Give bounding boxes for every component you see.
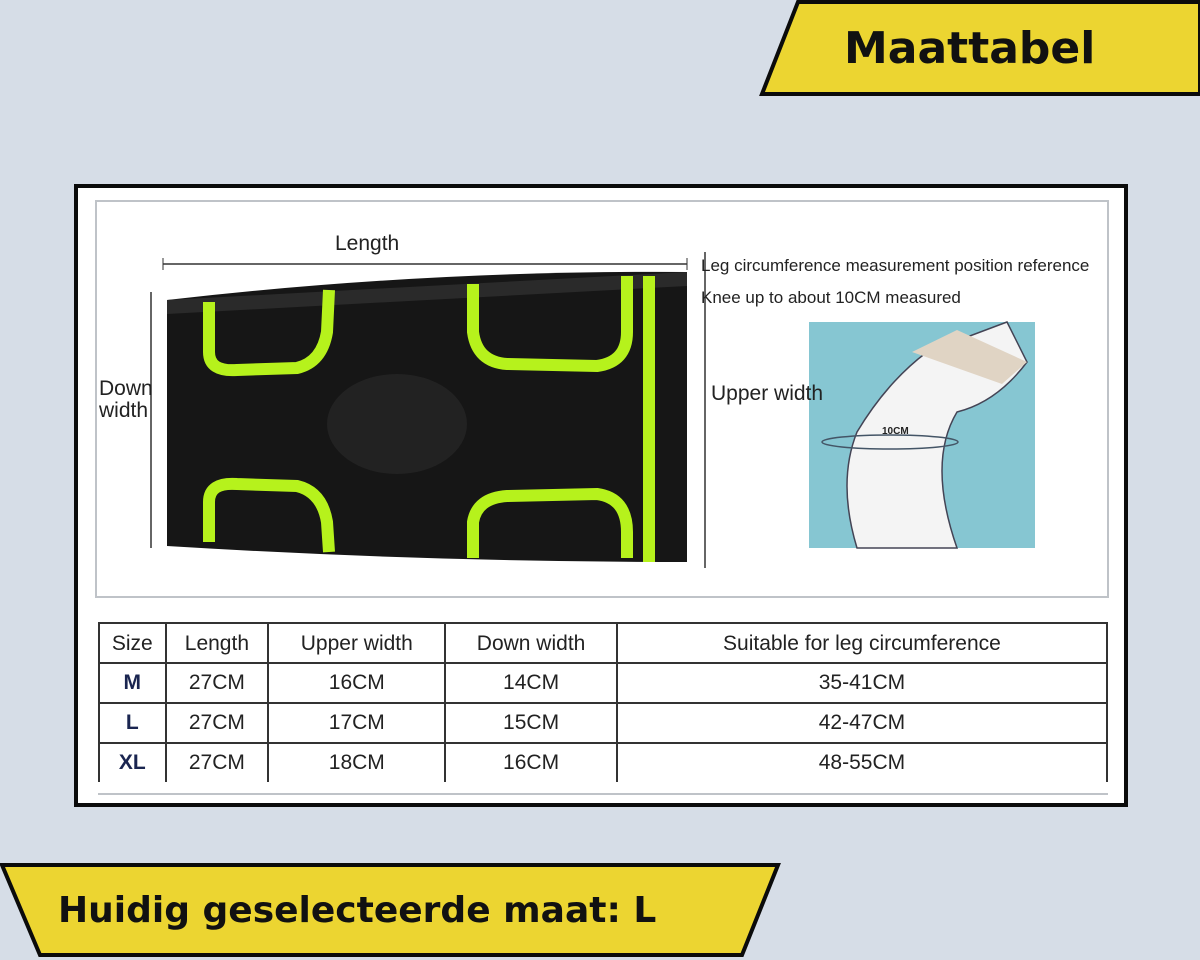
cell-circumference: 48-55CM	[617, 743, 1107, 782]
measurement-note-2: Knee up to about 10CM measured	[701, 288, 961, 307]
knee-mark-label: 10CM	[882, 426, 909, 437]
table-row	[99, 703, 1107, 743]
page-title: Maattabel	[844, 22, 1096, 74]
header-leg-circumference: Suitable for leg circumference	[617, 623, 1107, 663]
header-length: Length	[166, 623, 269, 663]
diagram-panel	[95, 200, 1109, 598]
selected-size-banner	[0, 863, 782, 957]
selected-size-text: Huidig geselecteerde maat: L	[58, 889, 657, 931]
cell-length: 27CM	[166, 663, 269, 703]
upper-width-label: Upper width	[711, 382, 824, 405]
title-banner	[758, 0, 1200, 96]
length-label: Length	[335, 232, 400, 255]
size-chart-image	[74, 184, 1128, 807]
cell-circumference: 42-47CM	[617, 703, 1107, 743]
cell-length: 27CM	[166, 743, 269, 782]
cell-upper-width: 18CM	[268, 743, 445, 782]
size-table	[98, 622, 1108, 782]
cell-size: XL	[99, 743, 166, 782]
cell-length: 27CM	[166, 703, 269, 743]
table-row	[99, 663, 1107, 703]
cell-circumference: 35-41CM	[617, 663, 1107, 703]
measurement-note: Leg circumference measurement position reference	[701, 256, 1090, 275]
cell-size: L	[99, 703, 166, 743]
table-header-row	[99, 623, 1107, 663]
down-width-label: Down width	[99, 377, 153, 422]
divider	[98, 793, 1108, 795]
header-down-width: Down width	[445, 623, 617, 663]
cell-down-width: 14CM	[445, 663, 617, 703]
cell-upper-width: 16CM	[268, 663, 445, 703]
header-upper-width: Upper width	[268, 623, 445, 663]
header-size: Size	[99, 623, 166, 663]
cell-size: M	[99, 663, 166, 703]
cell-down-width: 16CM	[445, 743, 617, 782]
cell-down-width: 15CM	[445, 703, 617, 743]
cell-upper-width: 17CM	[268, 703, 445, 743]
table-row	[99, 743, 1107, 782]
